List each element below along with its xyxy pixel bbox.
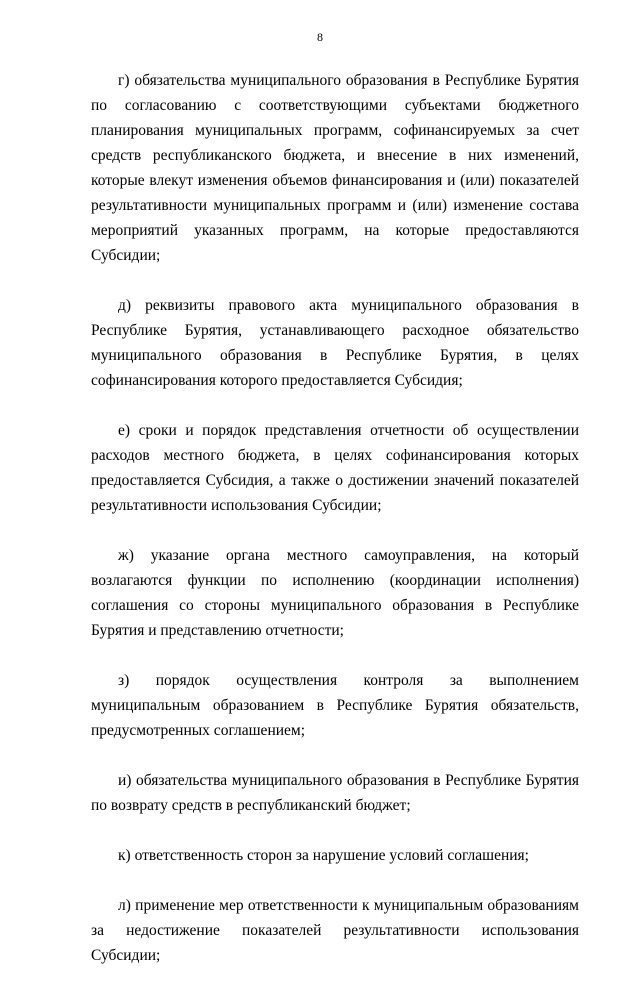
paragraph-k: к) ответственность сторон за нарушение условий соглашения; — [118, 847, 529, 864]
paragraph-g: г) обязательства муниципального образования в Республике Бурятия по согласованию с соответствующими субъектами бюджетного планирования муниципальных программ, софинансируемых за счет средств республиканского бюджета, и внесение в них изменений, которые влекут изменения объемов финансирования и (или) показателей результативности муниципальных программ и (или) изменение состава мероприятий указанных программ, на которые предоставляются Субсидии; — [91, 72, 579, 264]
page-number: 8 — [317, 30, 323, 44]
document-body — [91, 68, 579, 993]
paragraph-d: д) реквизиты правового акта муниципального образования в Республике Бурятия, устанавливающего расходное обязательство муниципального образования в Республике Бурятия, в целях софинансирования которого предоставляется Субсидия; — [91, 297, 579, 389]
paragraph-e: е) сроки и порядок представления отчетности об осуществлении расходов местного бюджета, в целях софинансирования которых предоставляется Субсидия, а также о достижении значений показателей результативности использования Субсидии; — [91, 422, 579, 514]
paragraph-l: л) применение мер ответственности к муниципальным образованиям за недостижение показателей результативности использования Субсидии; — [91, 897, 579, 964]
paragraph-z: з) порядок осуществления контроля за выполнением муниципальным образованием в Республике Бурятия обязательств, предусмотренных соглашением; — [91, 672, 579, 739]
paragraph-i: и) обязательства муниципального образования в Республике Бурятия по возврату средств в республиканский бюджет; — [91, 772, 579, 814]
paragraph-zh: ж) указание органа местного самоуправления, на который возлагаются функции по исполнению (координации исполнения) соглашения со стороны муниципального образования в Республике Бурятия и представлению отчетности; — [91, 547, 579, 639]
